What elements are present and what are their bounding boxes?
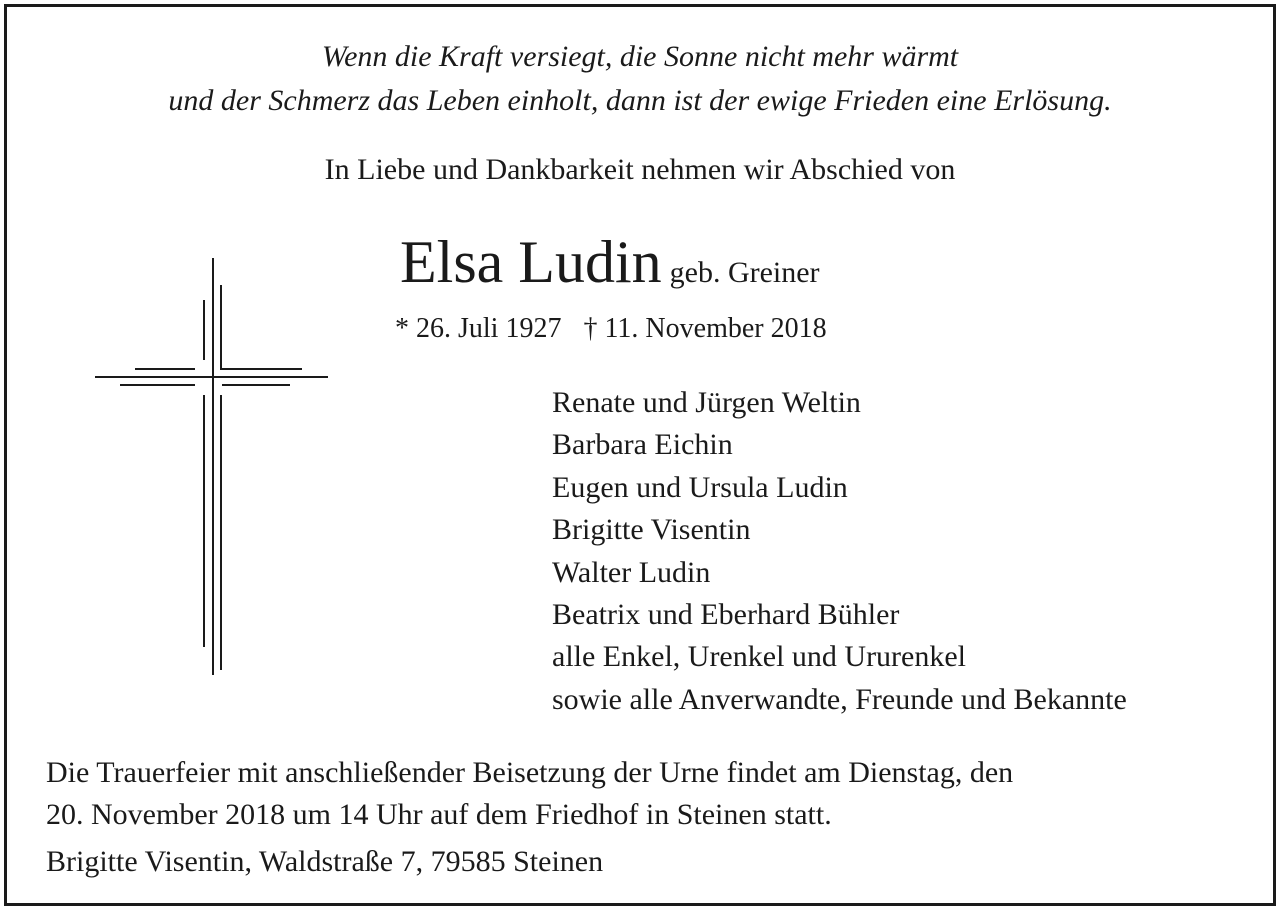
cross-icon: [90, 255, 335, 680]
list-item: alle Enkel, Urenkel und Ururenkel: [552, 640, 967, 674]
poem-line-2: und der Schmerz das Leben einholt, dann ist der ewige Frieden eine Erlösung.: [168, 84, 1112, 117]
list-item: Renate und Jürgen Weltin: [552, 386, 861, 419]
list-item: Beatrix und Eberhard Bühler: [552, 598, 900, 632]
life-dates: [395, 310, 827, 348]
poem: [0, 35, 1280, 123]
mourners-list: [552, 382, 1127, 721]
ceremony-line-2: 20. November 2018 um 14 Uhr auf dem Friedhof in Steinen statt.: [46, 798, 832, 831]
poem-line-1: Wenn die Kraft versiegt, die Sonne nicht mehr wärmt: [321, 40, 959, 73]
list-item: Eugen und Ursula Ludin: [552, 470, 848, 504]
maiden-name: geb. Greiner: [669, 256, 820, 289]
list-item: Barbara Eichin: [552, 428, 733, 462]
list-item: sowie alle Anverwandte, Freunde und Bekannte: [552, 682, 1127, 716]
deceased-name: Elsa Ludin: [400, 229, 662, 295]
deceased-name-line: [400, 222, 820, 302]
birth-date: * 26. Juli 1927: [395, 313, 562, 344]
farewell-intro: In Liebe und Dankbarkeit nehmen wir Abschied von: [324, 153, 956, 186]
ceremony-line-1: Die Trauerfeier mit anschließender Beisetzung der Urne findet am Dienstag, den: [46, 756, 1014, 789]
list-item: Walter Ludin: [552, 555, 711, 589]
ceremony-notice: [46, 752, 1246, 836]
list-item: Brigitte Visentin: [552, 513, 751, 547]
death-date: † 11. November 2018: [583, 313, 827, 344]
contact-address: Brigitte Visentin, Waldstraße 7, 79585 Steinen: [46, 845, 604, 878]
